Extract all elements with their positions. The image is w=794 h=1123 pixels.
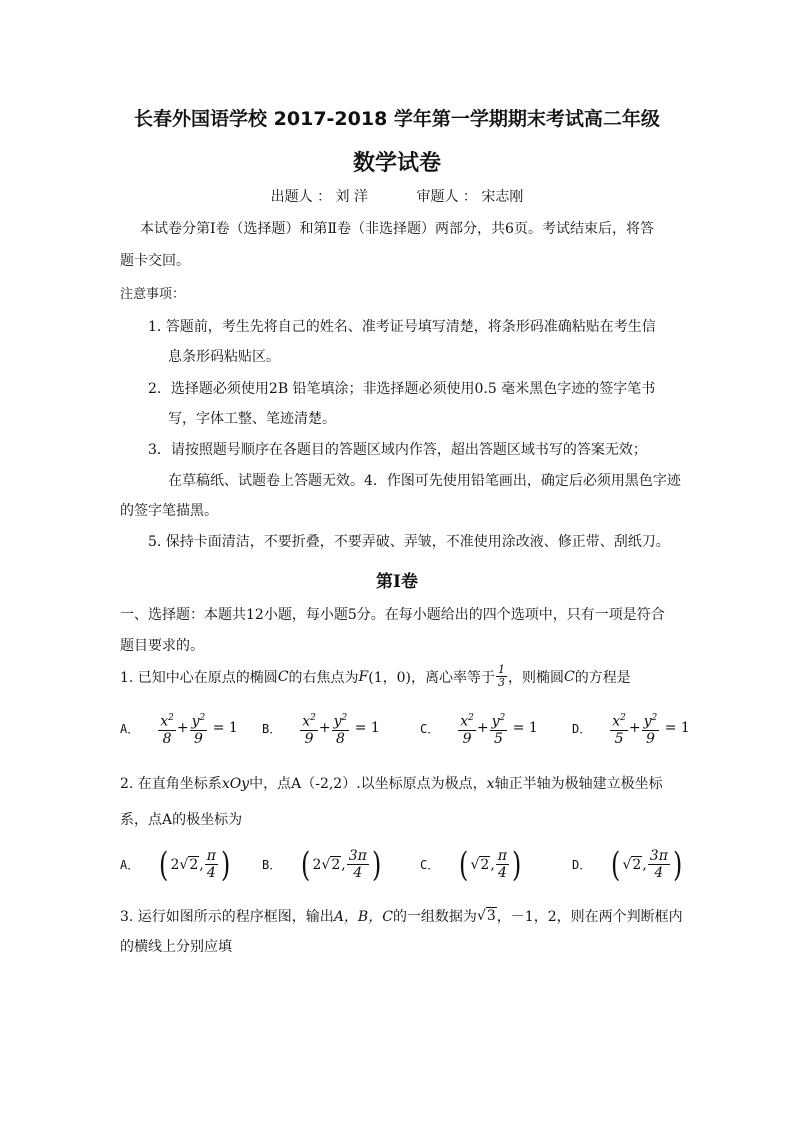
q1-option-b[interactable] [262, 710, 380, 747]
notice-item: 写，字体工整、笔迹清楚。 [168, 411, 336, 427]
option-formula: $\frac{x^2}{9}$ + $\frac{y^2}{5}$ = 1 [457, 710, 538, 747]
question-2-line-1 [120, 773, 663, 793]
q2-var-x: x [486, 776, 495, 792]
q1-option-d[interactable] [572, 710, 690, 747]
option-formula: $\frac{x^2}{5}$ + $\frac{y^2}{9}$ = 1 [609, 710, 690, 747]
q1-var-c: C [564, 668, 575, 685]
q2-text-a: 2. 在直角坐标系 [120, 776, 222, 792]
author-label: 出题人 ： 刘 洋 [270, 189, 368, 205]
option-label: B． [262, 721, 282, 736]
q3-sqrt: √3 [476, 908, 496, 924]
section-title: 第Ⅰ卷 [376, 572, 418, 592]
question-3-line-1 [120, 906, 683, 926]
option-label: A． [120, 858, 140, 872]
q2-xoy: xOy [221, 776, 250, 792]
q1-var-c: C [277, 668, 289, 685]
q3-text-a: 3. 运行如图所示的程序框图，输出 [120, 909, 334, 925]
option-formula: ( √2 , $\frac{\pi}{4}$ ) [459, 844, 522, 885]
question-3-line-2: 的横线上分别应填 [120, 939, 232, 955]
q2-option-c[interactable] [420, 844, 523, 885]
q1-eccentricity-fraction: $\frac{1}{3}$ [498, 663, 505, 689]
notice-item: 息条形码粘贴区。 [168, 349, 280, 365]
q2-text-c: 轴正半轴为极轴建立极坐标 [494, 776, 663, 792]
section-desc-2: 题目要求的。 [120, 638, 204, 654]
option-formula: ( 2 √2 , $\frac{\pi}{4}$ ) [159, 844, 231, 885]
q1-text-b: 的右焦点为 [288, 669, 359, 686]
q2-option-d[interactable] [572, 844, 684, 885]
notice-item: 5. 保持卡面清洁，不要折叠，不要弄破、弄皱，不准使用涂改液、修正带、刮纸刀。 [148, 534, 670, 550]
option-label: C． [420, 858, 440, 872]
q1-text-a: 1. 已知中心在原点的椭圆 [120, 669, 278, 686]
notice-item: 1. 答题前，考生先将自己的姓名、准考证号填写清楚，将条形码准确粘贴在考生信 [148, 319, 656, 335]
option-label: B． [262, 858, 282, 872]
q2-text-b: 中，点A（-2,2）.以坐标原点为极点， [249, 776, 487, 792]
option-formula: $\frac{x^2}{8}$ + $\frac{y^2}{9}$ = 1 [157, 710, 238, 747]
q3-text-c: ，－1，2，则在两个判断框内 [496, 909, 683, 925]
q1-text-e: 的方程是 [574, 669, 631, 686]
q2-option-a[interactable] [120, 844, 232, 885]
intro-line-1: 本试卷分第Ⅰ卷（选择题）和第Ⅱ卷（非选择题）两部分，共6页。考试结束后，将答 [140, 221, 654, 237]
exam-subtitle: 数学试卷 [352, 151, 441, 176]
q3-text-b: 的一组数据为 [392, 909, 477, 925]
question-1-text [120, 664, 631, 689]
q1-option-a[interactable] [120, 710, 238, 747]
q1-option-c[interactable] [420, 710, 538, 747]
q1-text-d: ，则椭圆 [508, 669, 564, 686]
question-2-line-2: 系，点A的极坐标为 [120, 812, 243, 828]
exam-title: 长春外国语学校 2017-2018 学年第一学期期末考试高二年级 [134, 108, 660, 130]
option-label: D． [572, 721, 592, 736]
notice-heading: 注意事项： [120, 287, 186, 302]
option-formula: ( √2 , $\frac{3\pi}{4}$ ) [611, 844, 683, 885]
option-formula: ( 2 √2 , $\frac{3\pi}{4}$ ) [301, 844, 382, 885]
section-desc-1: 一、选择题：本题共12小题，每小题5分。在每小题给出的四个选项中，只有一项是符合 [120, 607, 665, 623]
notice-item: 在草稿纸、试题卷上答题无效。4．作图可先使用铅笔画出，确定后必须用黑色字迹 [168, 473, 681, 489]
reviewer-label: 审题人 ： 宋志刚 [416, 189, 524, 205]
q3-vars: A，B，C [333, 909, 393, 925]
q1-var-f: F [358, 668, 369, 685]
notice-item: 3．请按照题号顺序在各题目的答题区域内作答，超出答题区域书写的答案无效； [148, 442, 647, 458]
option-formula: $\frac{x^2}{9}$ + $\frac{y^2}{8}$ = 1 [299, 710, 380, 747]
intro-line-2: 题卡交回。 [120, 253, 190, 269]
option-label: C． [420, 721, 440, 736]
q2-option-b[interactable] [262, 844, 383, 885]
notice-item: 的签字笔描黑。 [120, 503, 218, 519]
authors-line [0, 186, 794, 206]
option-label: A． [120, 721, 140, 736]
notice-item: 2．选择题必须使用2B 铅笔填涂；非选择题必须使用0.5 毫米黑色字迹的签字笔书 [148, 381, 656, 397]
q1-text-c: (1，0)，离心率等于 [368, 669, 495, 686]
option-label: D． [572, 858, 592, 872]
